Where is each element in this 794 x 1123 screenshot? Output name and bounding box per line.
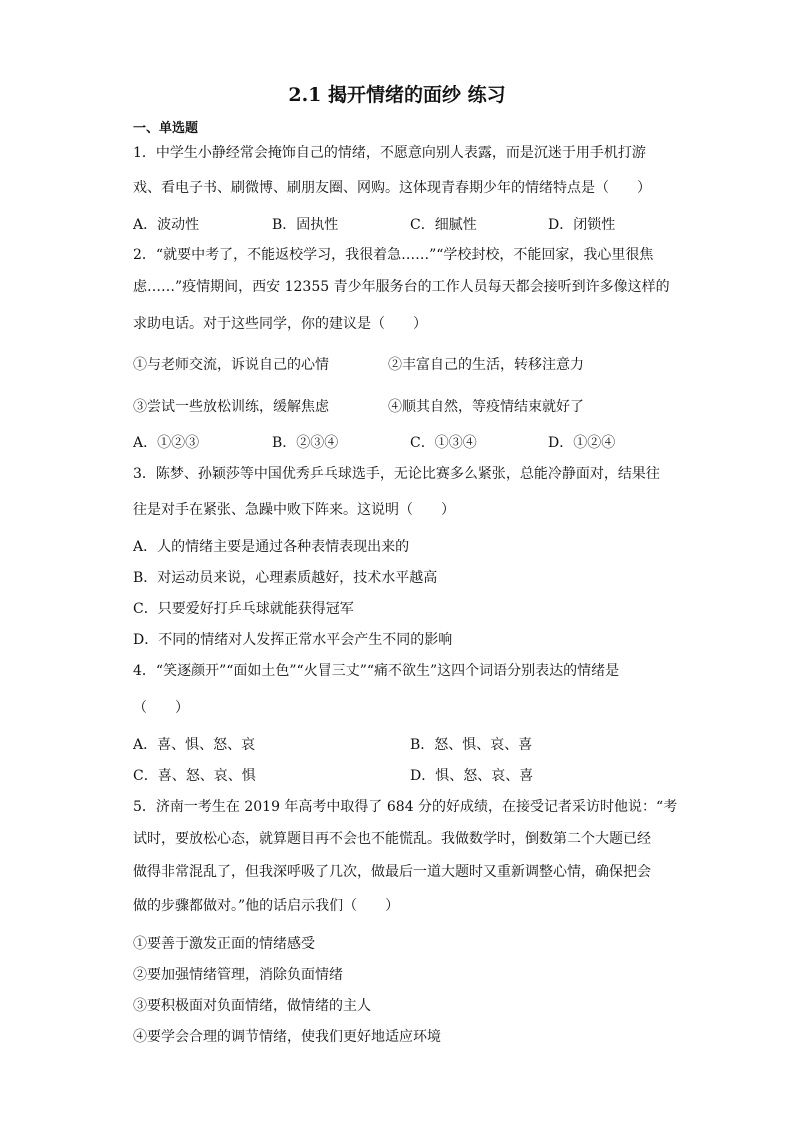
q2-option-a: A．①②③ bbox=[133, 435, 200, 451]
q2-line-3: 求助电话。对于这些同学，你的建议是（ ） bbox=[133, 316, 427, 332]
q5-line-1: 5．济南一考生在 2019 年高考中取得了 684 分的好成绩，在接受记者采访时他说：“考 bbox=[133, 799, 678, 815]
q3-option-b: B．对运动员来说，心理素质越好，技术水平越高 bbox=[133, 570, 438, 586]
q5-item-3: ③要积极面对负面情绪，做情绪的主人 bbox=[133, 998, 371, 1014]
q2-option-d: D．①②④ bbox=[548, 435, 616, 451]
q3-line-1: 3．陈梦、孙颖莎等中国优秀乒乓球选手，无论比赛多么紧张，总能冷静面对，结果往 bbox=[133, 466, 660, 482]
page-title: 2.1 揭开情绪的面纱 练习 bbox=[288, 84, 506, 106]
q1-option-b: B．固执性 bbox=[272, 217, 339, 233]
q2-option-c: C．①③④ bbox=[410, 435, 477, 451]
q2-line-2: 虑……”疫情期间，西安 12355 青少年服务台的工作人员每天都会接听到许多像这样的 bbox=[133, 279, 670, 295]
q5-item-2: ②要加强情绪管理，消除负面情绪 bbox=[133, 967, 343, 983]
q2-item-1: ①与老师交流，诉说自己的心情 bbox=[133, 357, 329, 373]
q3-option-a: A．人的情绪主要是通过各种表情表现出来的 bbox=[133, 539, 410, 555]
q2-item-4: ④顺其自然，等疫情结束就好了 bbox=[388, 399, 584, 415]
q2-item-2: ②丰富自己的生活，转移注意力 bbox=[388, 357, 584, 373]
q5-line-2: 试时，要放松心态，就算题目再不会也不能慌乱。我做数学时，倒数第二个大题已经 bbox=[133, 831, 651, 847]
q1-line-2: 戏、看电子书、刷微博、刷朋友圈、网购。这体现青春期少年的情绪特点是（ ） bbox=[133, 180, 651, 196]
q4-line-2: （ ） bbox=[133, 700, 189, 716]
q5-item-1: ①要善于激发正面的情绪感受 bbox=[133, 936, 315, 952]
q3-line-2: 往是对手在紧张、急躁中败下阵来。这说明（ ） bbox=[133, 502, 455, 518]
q5-line-3: 做得非常混乱了，但我深呼吸了几次，做最后一道大题时又重新调整心情，确保把会 bbox=[133, 864, 651, 880]
q4-line-1: 4．“笑逐颜开”“面如土色”“火冒三丈”“痛不欲生”这四个词语分别表达的情绪是 bbox=[133, 663, 620, 679]
q1-line-1: 1．中学生小静经常会掩饰自己的情绪，不愿意向别人表露，而是沉迷于用手机打游 bbox=[133, 145, 646, 161]
q2-option-b: B．②③④ bbox=[272, 435, 339, 451]
q4-option-a: A．喜、惧、怒、哀 bbox=[133, 737, 256, 753]
q2-item-3: ③尝试一些放松训练，缓解焦虑 bbox=[133, 399, 329, 415]
q4-option-b: B．怒、惧、哀、喜 bbox=[410, 737, 533, 753]
section-heading: 一、单选题 bbox=[133, 121, 199, 136]
q3-option-c: C．只要爱好打乒乓球就能获得冠军 bbox=[133, 601, 354, 617]
q2-line-1: 2．“就要中考了，不能返校学习，我很着急……”“学校封校，不能回家，我心里很焦 bbox=[133, 247, 654, 263]
q1-option-d: D．闭锁性 bbox=[548, 217, 616, 233]
q5-item-4: ④要学会合理的调节情绪，使我们更好地适应环境 bbox=[133, 1029, 441, 1045]
q5-line-4: 做的步骤都做对。”他的话启示我们（ ） bbox=[133, 898, 400, 914]
q1-option-a: A．波动性 bbox=[133, 217, 200, 233]
q3-option-d: D．不同的情绪对人发挥正常水平会产生不同的影响 bbox=[133, 632, 453, 648]
q4-option-d: D．惧、怒、哀、喜 bbox=[410, 768, 534, 784]
q1-option-c: C．细腻性 bbox=[410, 217, 477, 233]
q4-option-c: C．喜、怒、哀、惧 bbox=[133, 768, 256, 784]
